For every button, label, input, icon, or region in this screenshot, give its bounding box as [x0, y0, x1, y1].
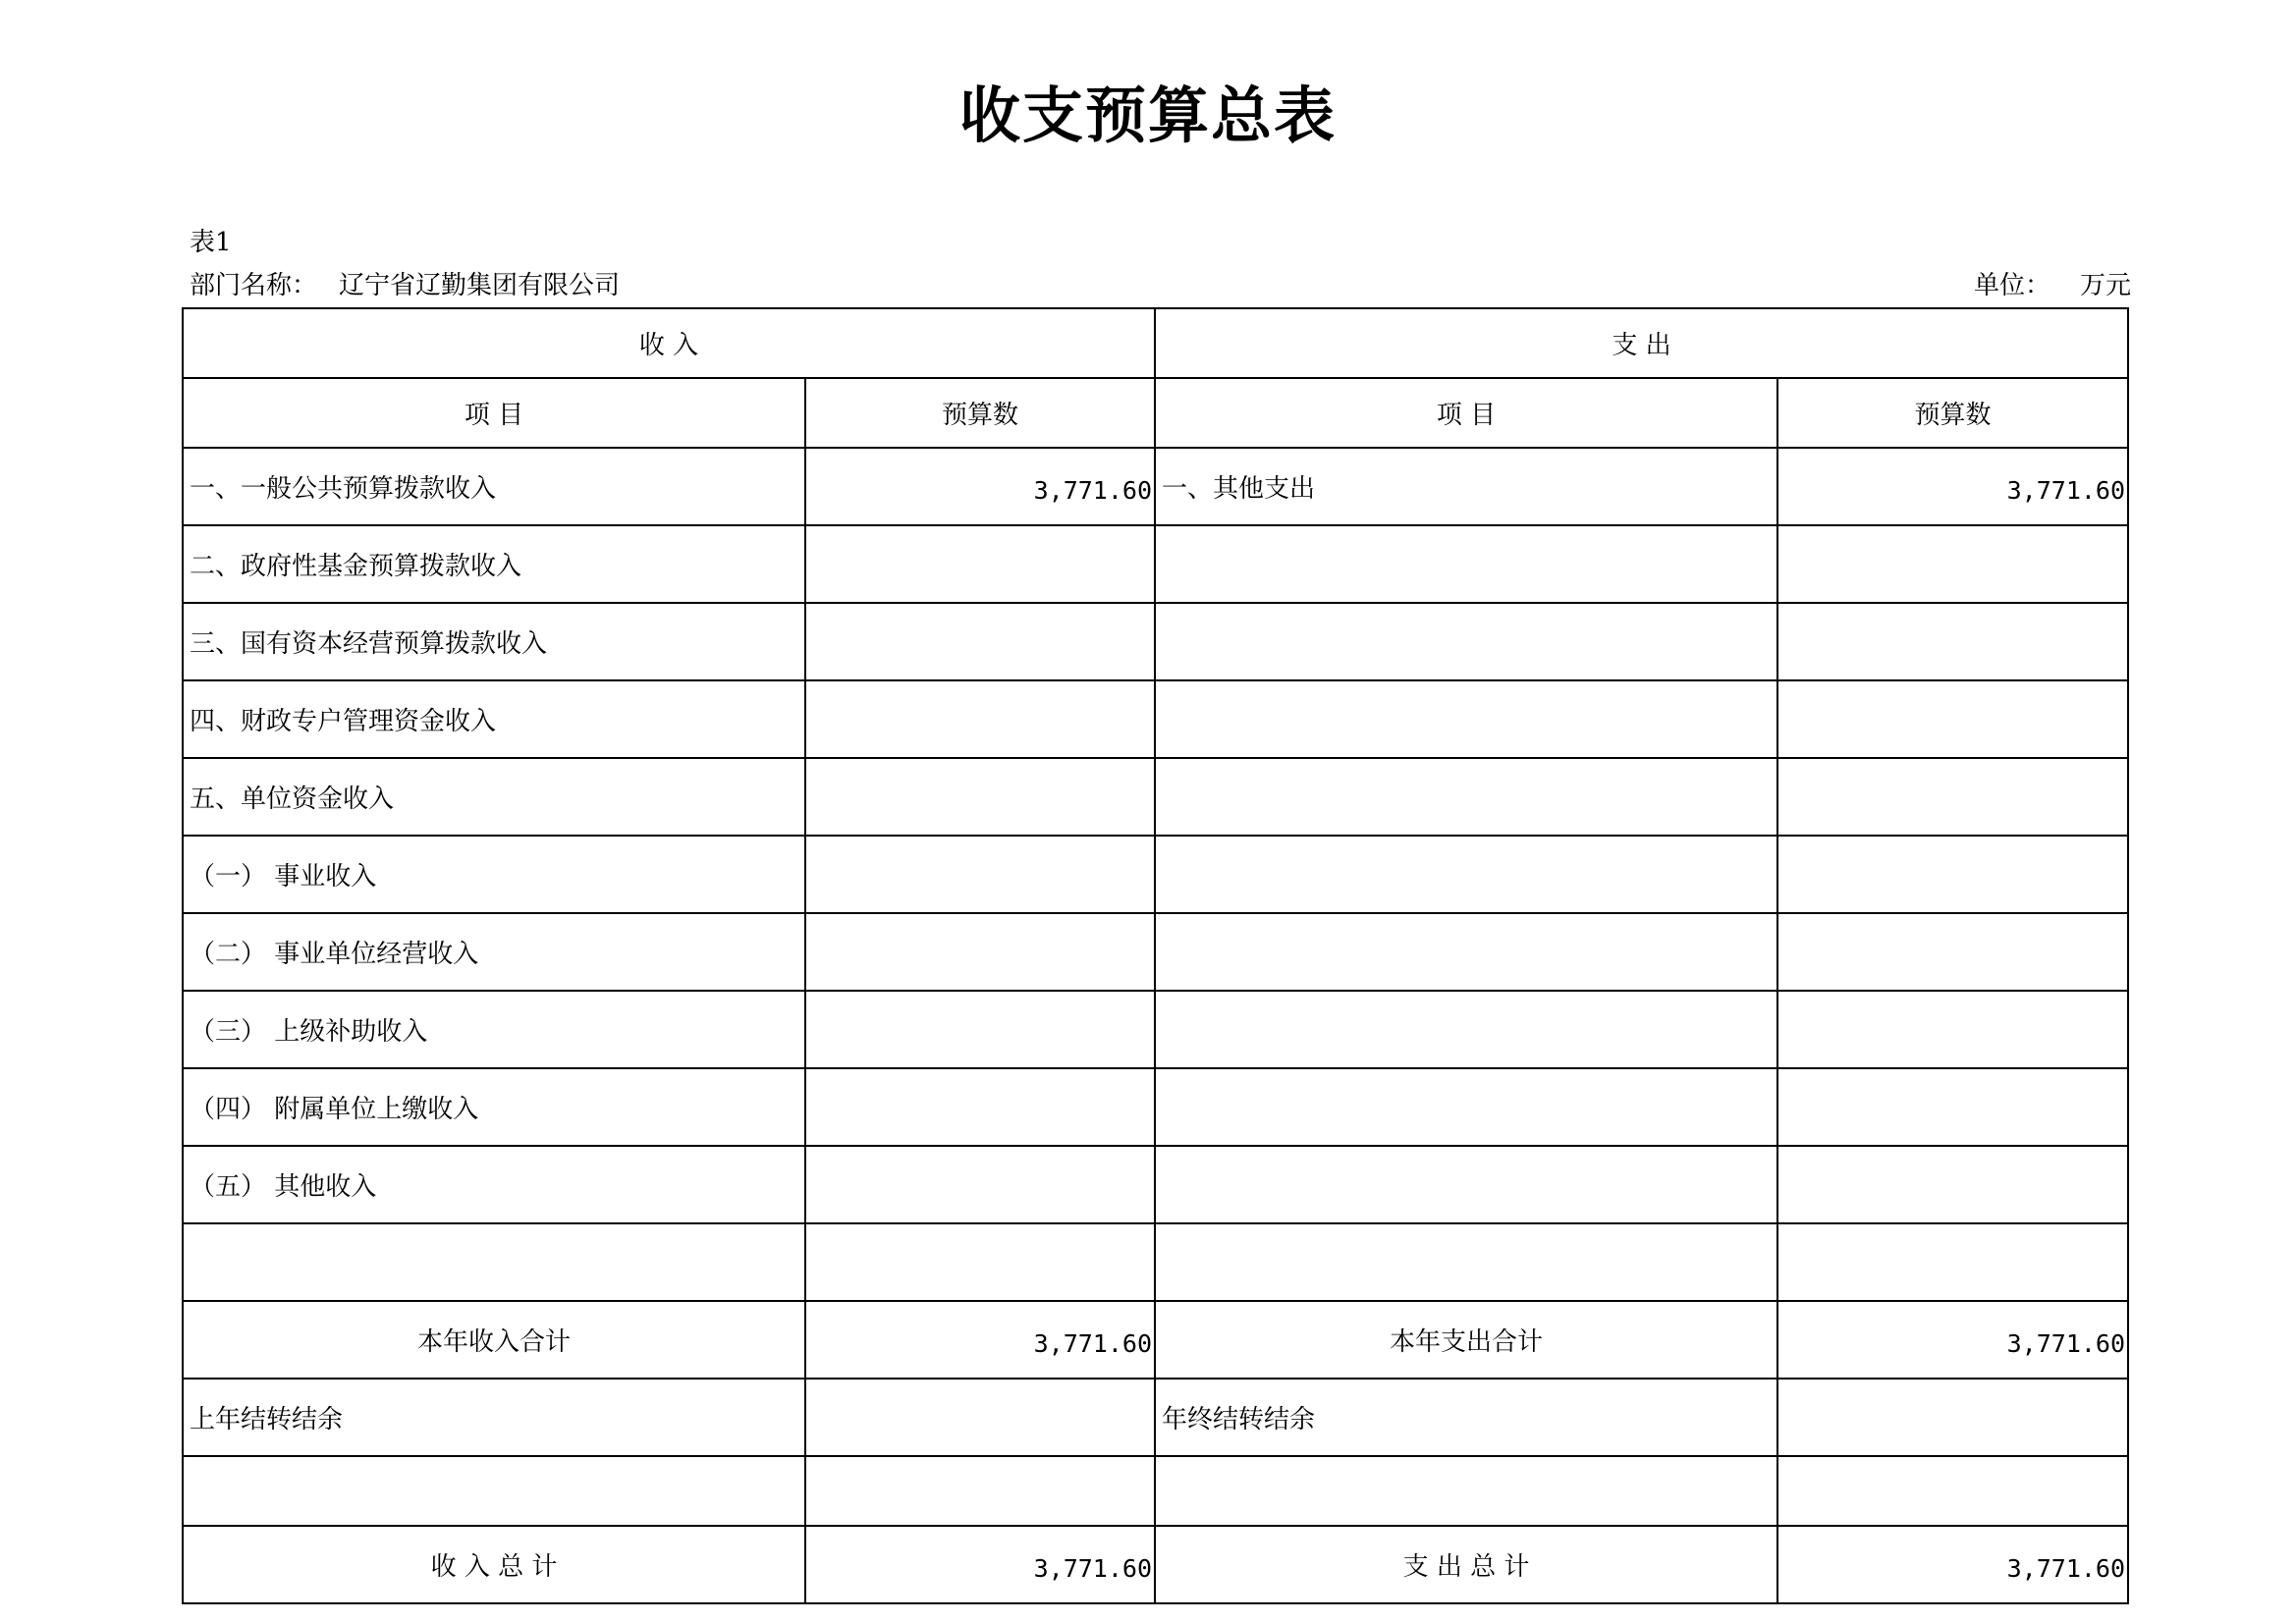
income-value [805, 1146, 1155, 1223]
expense-item [1155, 1146, 1777, 1223]
income-value [805, 758, 1155, 836]
expense-item [1155, 913, 1777, 991]
expense-value [1777, 680, 2128, 758]
income-value [805, 603, 1155, 680]
grand-total-row [183, 1526, 2128, 1603]
income-item [183, 1223, 805, 1301]
table-row [183, 448, 2128, 525]
expense-section-header: 支 出 [1155, 308, 2128, 378]
income-item: （三） 上级补助收入 [183, 991, 805, 1068]
table-row [183, 603, 2128, 680]
income-item: （二） 事业单位经营收入 [183, 913, 805, 991]
year-total-row [183, 1301, 2128, 1379]
income-item: 一、一般公共预算拨款收入 [183, 448, 805, 525]
expense-value [1777, 1146, 2128, 1223]
income-item: 三、国有资本经营预算拨款收入 [183, 603, 805, 680]
expense-grand-total-label: 支 出 总 计 [1155, 1526, 1777, 1603]
income-value [805, 913, 1155, 991]
expense-item [1155, 758, 1777, 836]
year-income-total-value: 3,771.60 [805, 1301, 1155, 1379]
income-value [805, 1068, 1155, 1146]
empty-cell [1777, 1456, 2128, 1526]
income-value [805, 991, 1155, 1068]
table-row [183, 836, 2128, 913]
table-row [183, 525, 2128, 603]
income-grand-total-value: 3,771.60 [805, 1526, 1155, 1603]
income-value: 3,771.60 [805, 448, 1155, 525]
income-item: 四、财政专户管理资金收入 [183, 680, 805, 758]
year-end-carryover-value [1777, 1379, 2128, 1456]
income-grand-total-label: 收 入 总 计 [183, 1526, 805, 1603]
year-end-carryover-label: 年终结转结余 [1155, 1379, 1777, 1456]
empty-cell [805, 1456, 1155, 1526]
unit-value: 万元 [2080, 271, 2132, 300]
expense-item [1155, 991, 1777, 1068]
expense-value [1777, 1068, 2128, 1146]
income-item: （五） 其他收入 [183, 1146, 805, 1223]
table-row [183, 1223, 2128, 1301]
column-header-row [183, 378, 2128, 448]
income-section-header: 收 入 [183, 308, 1155, 378]
section-header-row [183, 308, 2128, 378]
table-row [183, 1068, 2128, 1146]
expense-value [1777, 1223, 2128, 1301]
table-row [183, 913, 2128, 991]
empty-cell [183, 1456, 805, 1526]
table-row [183, 680, 2128, 758]
carryover-row [183, 1379, 2128, 1456]
expense-item [1155, 836, 1777, 913]
income-value [805, 525, 1155, 603]
expense-item [1155, 1068, 1777, 1146]
page-title: 收支预算总表 [958, 80, 1337, 151]
expense-item [1155, 603, 1777, 680]
expense-item [1155, 680, 1777, 758]
expense-item [1155, 525, 1777, 603]
income-item: 二、政府性基金预算拨款收入 [183, 525, 805, 603]
budget-summary-table [182, 307, 2129, 1604]
table-number: 表1 [190, 228, 232, 257]
income-value [805, 1223, 1155, 1301]
department-label: 部门名称： [190, 271, 318, 300]
expense-value: 3,771.60 [1777, 448, 2128, 525]
income-item-header: 项 目 [183, 378, 805, 448]
expense-item [1155, 1223, 1777, 1301]
expense-budget-header: 预算数 [1777, 378, 2128, 448]
year-expense-total-value: 3,771.60 [1777, 1301, 2128, 1379]
income-item: （一） 事业收入 [183, 836, 805, 913]
table-row [183, 991, 2128, 1068]
year-income-total-label: 本年收入合计 [183, 1301, 805, 1379]
expense-value [1777, 836, 2128, 913]
unit-label: 单位： [1974, 271, 2051, 300]
income-item: 五、单位资金收入 [183, 758, 805, 836]
table-row [183, 758, 2128, 836]
income-value [805, 680, 1155, 758]
prior-year-carryover-value [805, 1379, 1155, 1456]
expense-value [1777, 913, 2128, 991]
expense-item-header: 项 目 [1155, 378, 1777, 448]
expense-value [1777, 991, 2128, 1068]
empty-cell [1155, 1456, 1777, 1526]
expense-value [1777, 603, 2128, 680]
table-row [183, 1456, 2128, 1526]
income-value [805, 836, 1155, 913]
table-row [183, 1146, 2128, 1223]
expense-value [1777, 758, 2128, 836]
prior-year-carryover-label: 上年结转结余 [183, 1379, 805, 1456]
expense-item: 一、其他支出 [1155, 448, 1777, 525]
income-budget-header: 预算数 [805, 378, 1155, 448]
expense-grand-total-value: 3,771.60 [1777, 1526, 2128, 1603]
income-item: （四） 附属单位上缴收入 [183, 1068, 805, 1146]
year-expense-total-label: 本年支出合计 [1155, 1301, 1777, 1379]
expense-value [1777, 525, 2128, 603]
department-name: 辽宁省辽勤集团有限公司 [339, 271, 621, 300]
